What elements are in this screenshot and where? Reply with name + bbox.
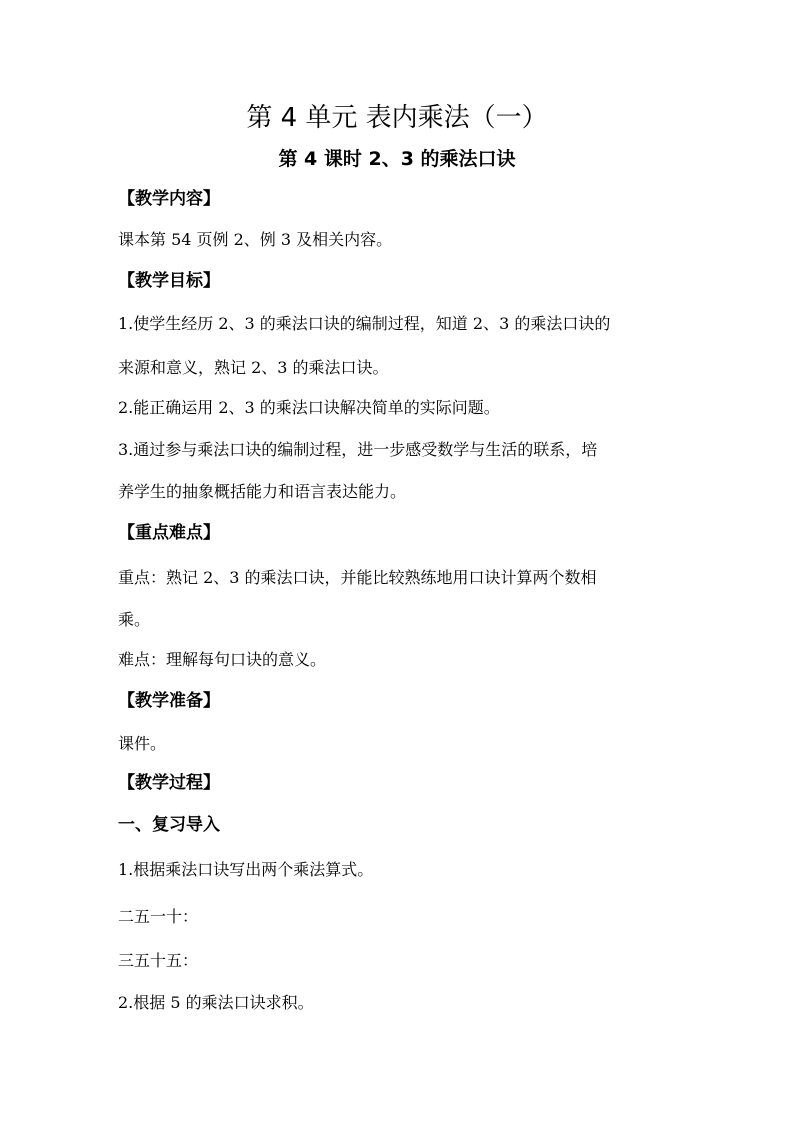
section-heading-preparation: 【教学准备】	[118, 691, 220, 711]
goal-1-line-2: 来源和意义，熟记 2、3 的乘法口诀。	[118, 358, 389, 377]
section-heading-process: 【教学过程】	[118, 773, 220, 793]
preparation-text: 课件。	[118, 734, 167, 753]
key-point-line-2: 乘。	[118, 610, 151, 629]
step-1-rhyme-1: 二五一十：	[118, 907, 199, 926]
section-heading-content: 【教学内容】	[118, 189, 220, 209]
step-1-item-1: 1.根据乘法口诀写出两个乘法算式。	[118, 860, 374, 879]
section-heading-goals: 【教学目标】	[118, 271, 220, 291]
document-title: 第 4 单元 表内乘法（一）	[246, 103, 548, 133]
goal-1-line-1: 1.使学生经历 2、3 的乘法口诀的编制过程，知道 2、3 的乘法口诀的	[118, 314, 611, 333]
section-heading-key-points: 【重点难点】	[118, 523, 220, 543]
content-text: 课本第 54 页例 2、例 3 及相关内容。	[118, 230, 393, 249]
difficult-point: 难点：理解每句口诀的意义。	[118, 650, 327, 669]
step-1-item-2: 2.根据 5 的乘法口诀求积。	[118, 993, 314, 1012]
step-1-rhyme-2: 三五十五：	[118, 951, 199, 970]
key-point-line-1: 重点：熟记 2、3 的乘法口诀，并能比较熟练地用口诀计算两个数相	[118, 568, 597, 587]
lesson-subtitle: 第 4 课时 2、3 的乘法口诀	[278, 148, 516, 170]
document-body	[118, 183, 678, 1024]
goal-3-line-2: 养学生的抽象概括能力和语言表达能力。	[118, 482, 407, 501]
goal-3-line-1: 3.通过参与乘法口诀的编制过程，进一步感受数学与生活的联系，培	[118, 440, 598, 459]
step-1-heading: 一、复习导入	[118, 815, 220, 835]
goal-2: 2.能正确运用 2、3 的乘法口诀解决简单的实际问题。	[118, 398, 500, 417]
